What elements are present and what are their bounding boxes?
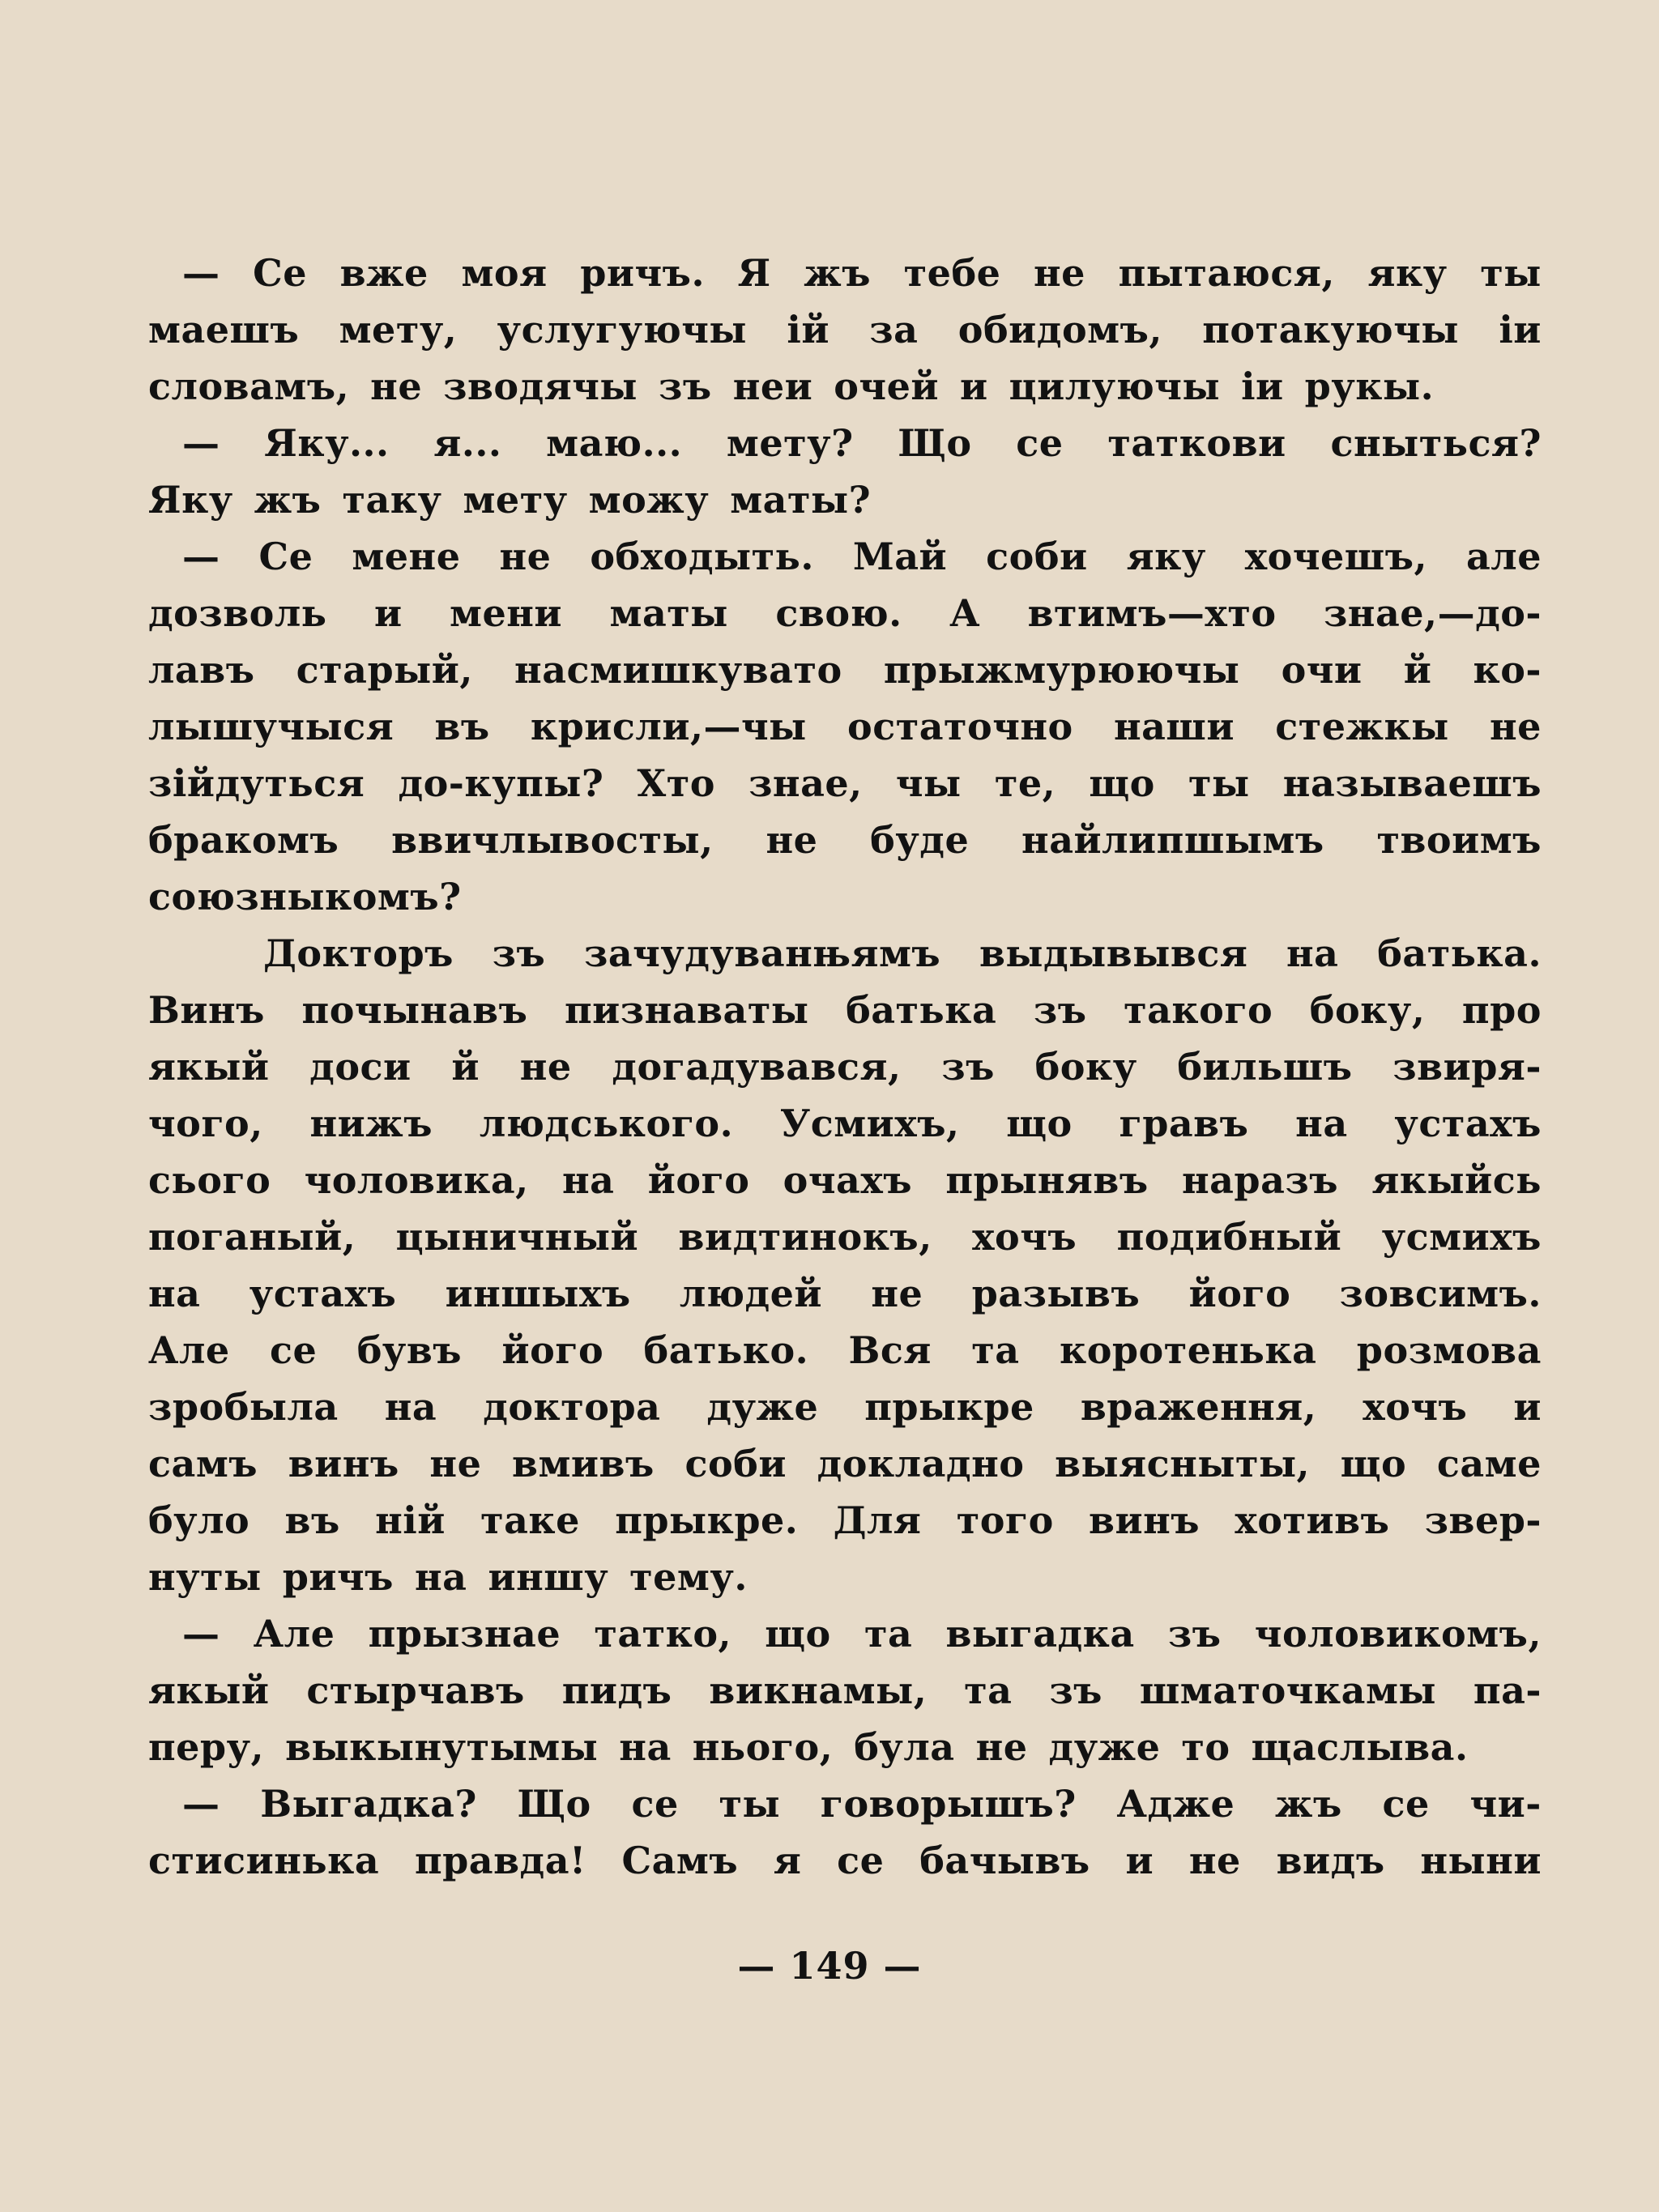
text-line: зробыла на доктора дуже прыкре враження, хочъ и bbox=[148, 1385, 1542, 1429]
text-line: словамъ, не зводячы зъ неи очей и цилуючы іи рукы. bbox=[148, 364, 1435, 408]
text-line: самъ винъ не вмивъ соби докладно выясныты, що саме bbox=[148, 1442, 1542, 1485]
text-line: стисинька правда! Самъ я се бачывъ и не видъ ныни bbox=[148, 1839, 1542, 1882]
text-line: сього чоловика, на його очахъ прынявъ наразъ якыйсь bbox=[148, 1158, 1542, 1202]
text-line: — Се мене не обходыть. Май соби яку хочешъ, але bbox=[182, 535, 1542, 578]
text-line: перу, выкынутымы на нього, була не дуже то щаслыва. bbox=[148, 1725, 1469, 1769]
text-line: якый стырчавъ пидъ викнамы, та зъ шматочкамы па- bbox=[148, 1669, 1542, 1712]
body-text bbox=[148, 251, 1542, 1895]
page-number: — 149 — bbox=[737, 1944, 922, 1988]
text-line: було въ ній таке прыкре. Для того винъ хотивъ звер- bbox=[148, 1498, 1542, 1542]
text-line: на устахъ иншыхъ людей не разывъ його зовсимъ. bbox=[148, 1272, 1542, 1315]
text-line: Винъ почынавъ пизнаваты батька зъ такого боку, про bbox=[148, 988, 1542, 1032]
text-line: нуты ричъ на иншу тему. bbox=[148, 1555, 748, 1599]
text-line: дозволь и мени маты свою. А втимъ—хто знае,—до- bbox=[148, 591, 1542, 635]
text-line: Докторъ зъ зачудуванњямъ выдывывся на батька. bbox=[263, 931, 1542, 975]
text-line: бракомъ ввичлывосты, не буде найлипшымъ твоимъ bbox=[148, 818, 1542, 862]
text-line: якый доси й не догадувався, зъ боку бильшъ звиря- bbox=[148, 1045, 1542, 1089]
text-line: маешъ мету, услугуючы ій за обидомъ, потакуючы іи bbox=[148, 308, 1542, 352]
text-line: лавъ старый, насмишкувато прыжмурюючы очи й ко- bbox=[148, 648, 1542, 692]
text-line: Але се бувъ його батько. Вся та коротенька розмова bbox=[148, 1328, 1542, 1372]
text-line: — Але прызнае татко, що та выгадка зъ чоловикомъ, bbox=[182, 1612, 1542, 1656]
text-line: — Выгадка? Що се ты говорышъ? Адже жъ се чи- bbox=[182, 1782, 1542, 1826]
text-line: зійдуться до-купы? Хто знае, чы те, що ты называешъ bbox=[148, 761, 1542, 805]
text-line: — Яку... я... маю... мету? Що се таткови сныться? bbox=[182, 421, 1542, 465]
text-line: союзныкомъ? bbox=[148, 875, 462, 918]
text-line: — Се вже моя ричъ. Я жъ тебе не пытаюся, яку ты bbox=[182, 251, 1542, 295]
text-line: Яку жъ таку мету можу маты? bbox=[148, 478, 872, 522]
text-line: чого, нижъ людського. Усмихъ, що гравъ на устахъ bbox=[148, 1102, 1542, 1145]
text-line: лышучыся въ крисли,—чы остаточно наши стежкы не bbox=[148, 705, 1542, 748]
text-line: поганый, цыничный видтинокъ, хочъ подибный усмихъ bbox=[148, 1215, 1542, 1259]
